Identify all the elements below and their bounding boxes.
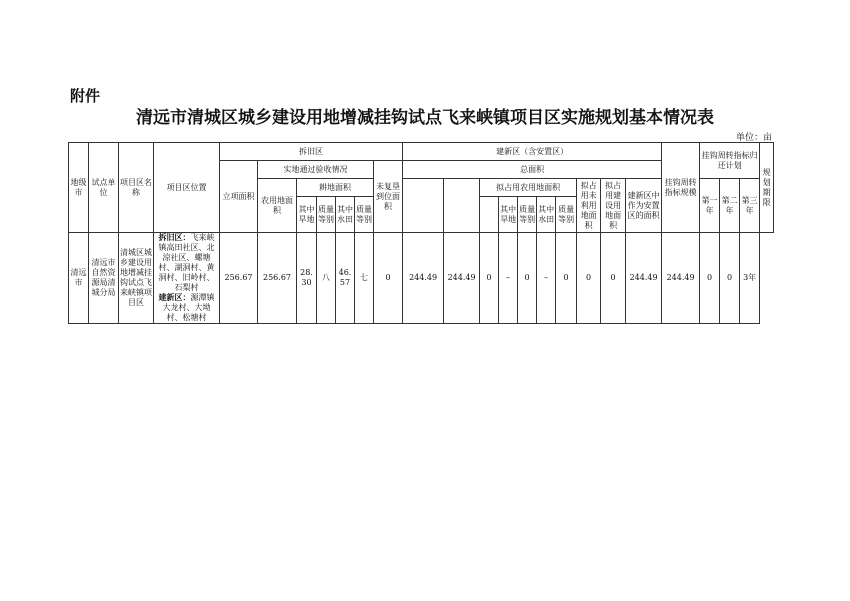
cell-grade-dry: 八 [317, 233, 336, 324]
cell-turnover: 244.49 [626, 233, 662, 324]
cell-location [154, 233, 220, 324]
header-demolish-area: 拆旧区 [220, 143, 403, 161]
demolish-text: 飞来峡镇高田社区、北涼社区、螺塘村、湖洞村、黄洞村、旧岭村、石梨村 [158, 233, 215, 292]
cell-new-paddy: 0 [518, 233, 537, 324]
planning-table [68, 142, 774, 324]
cell-new-grade-paddy: – [537, 233, 556, 324]
header-arable-paddy: 其中水田 [336, 197, 355, 233]
cell-project: 清城区城乡建设用地增减挂钩试点飞来峡镇项目区 [119, 233, 154, 324]
header-row-1 [69, 143, 774, 161]
cell-total-area-a: 244.49 [403, 233, 444, 324]
header-total-area: 总面积 [403, 161, 662, 179]
header-unused-land: 拟占用未利用地面积 [577, 179, 601, 233]
cell-dry-land: 28.30 [297, 233, 317, 324]
header-region: 地级市 [69, 143, 89, 233]
cell-year1: 244.49 [662, 233, 700, 324]
header-new-paddy: 其中水田 [537, 197, 556, 233]
cell-new-grade-dry: – [499, 233, 518, 324]
header-construction-land: 拟占用建设用地面积 [601, 179, 626, 233]
cell-total-area-b: 244.49 [444, 233, 480, 324]
cell-city: 清远市 [69, 233, 89, 324]
header-turnover-scale: 挂钩周转指标规模 [662, 143, 700, 233]
table-row [69, 233, 774, 324]
cell-pilot-unit: 清远市自然资源局清城分局 [89, 233, 119, 324]
header-agri-land: 农用地面积 [258, 179, 297, 233]
header-grade-4: 质量等别 [556, 197, 577, 233]
header-plan-period: 规划期限 [760, 143, 774, 233]
header-year3: 第三年 [740, 179, 760, 233]
unit-label: 单位：亩 [735, 133, 772, 143]
header-return-plan: 挂钩周转指标归还计划 [700, 143, 760, 179]
header-year2: 第二年 [720, 179, 740, 233]
header-project-name: 项目区名称 [119, 143, 154, 233]
header-acceptance: 实地通过验收情况 [258, 161, 374, 179]
attachment-label: 附件 [70, 87, 101, 105]
cell-agri-land: 256.67 [258, 233, 297, 324]
header-resettlement: 建新区中作为安置区的面积 [626, 179, 662, 233]
new-label: 建新区： [158, 293, 191, 302]
header-pilot-unit: 试点单位 [89, 143, 119, 233]
header-year1: 第一年 [700, 179, 720, 233]
header-new-area: 建新区（含安置区） [403, 143, 662, 161]
header-arable-area: 耕地面积 [297, 179, 374, 197]
cell-not-restored: 0 [374, 233, 403, 324]
new-text: 源潭镇大龙村、大坳村、松塘村 [162, 293, 215, 322]
cell-year3: 0 [720, 233, 740, 324]
header-arable-dry: 其中旱地 [297, 197, 317, 233]
header-not-restored: 未复垦到位面积 [374, 161, 403, 233]
header-grade-1: 质量等别 [317, 197, 336, 233]
cell-approved-area: 256.67 [220, 233, 258, 324]
header-approved-area: 立项面积 [220, 161, 258, 233]
cell-resettlement: 0 [601, 233, 626, 324]
header-project-location: 项目区位置 [154, 143, 220, 233]
cell-new-dry: 0 [480, 233, 499, 324]
cell-period: 3年 [740, 233, 760, 324]
demolish-label: 拆旧区： [158, 233, 191, 242]
cell-unused: 0 [556, 233, 577, 324]
header-new-dry: 其中旱地 [499, 197, 518, 233]
cell-construction: 0 [577, 233, 601, 324]
header-planned-agri: 拟占用农用地面积 [480, 179, 577, 197]
header-grade-3: 质量等别 [518, 197, 537, 233]
cell-paddy: 46.57 [336, 233, 355, 324]
cell-grade-paddy: 七 [355, 233, 374, 324]
cell-year2: 0 [700, 233, 720, 324]
page-title: 清远市清城区城乡建设用地增减挂钩试点飞来峡镇项目区实施规划基本情况表 [136, 108, 714, 128]
header-grade-2: 质量等别 [355, 197, 374, 233]
